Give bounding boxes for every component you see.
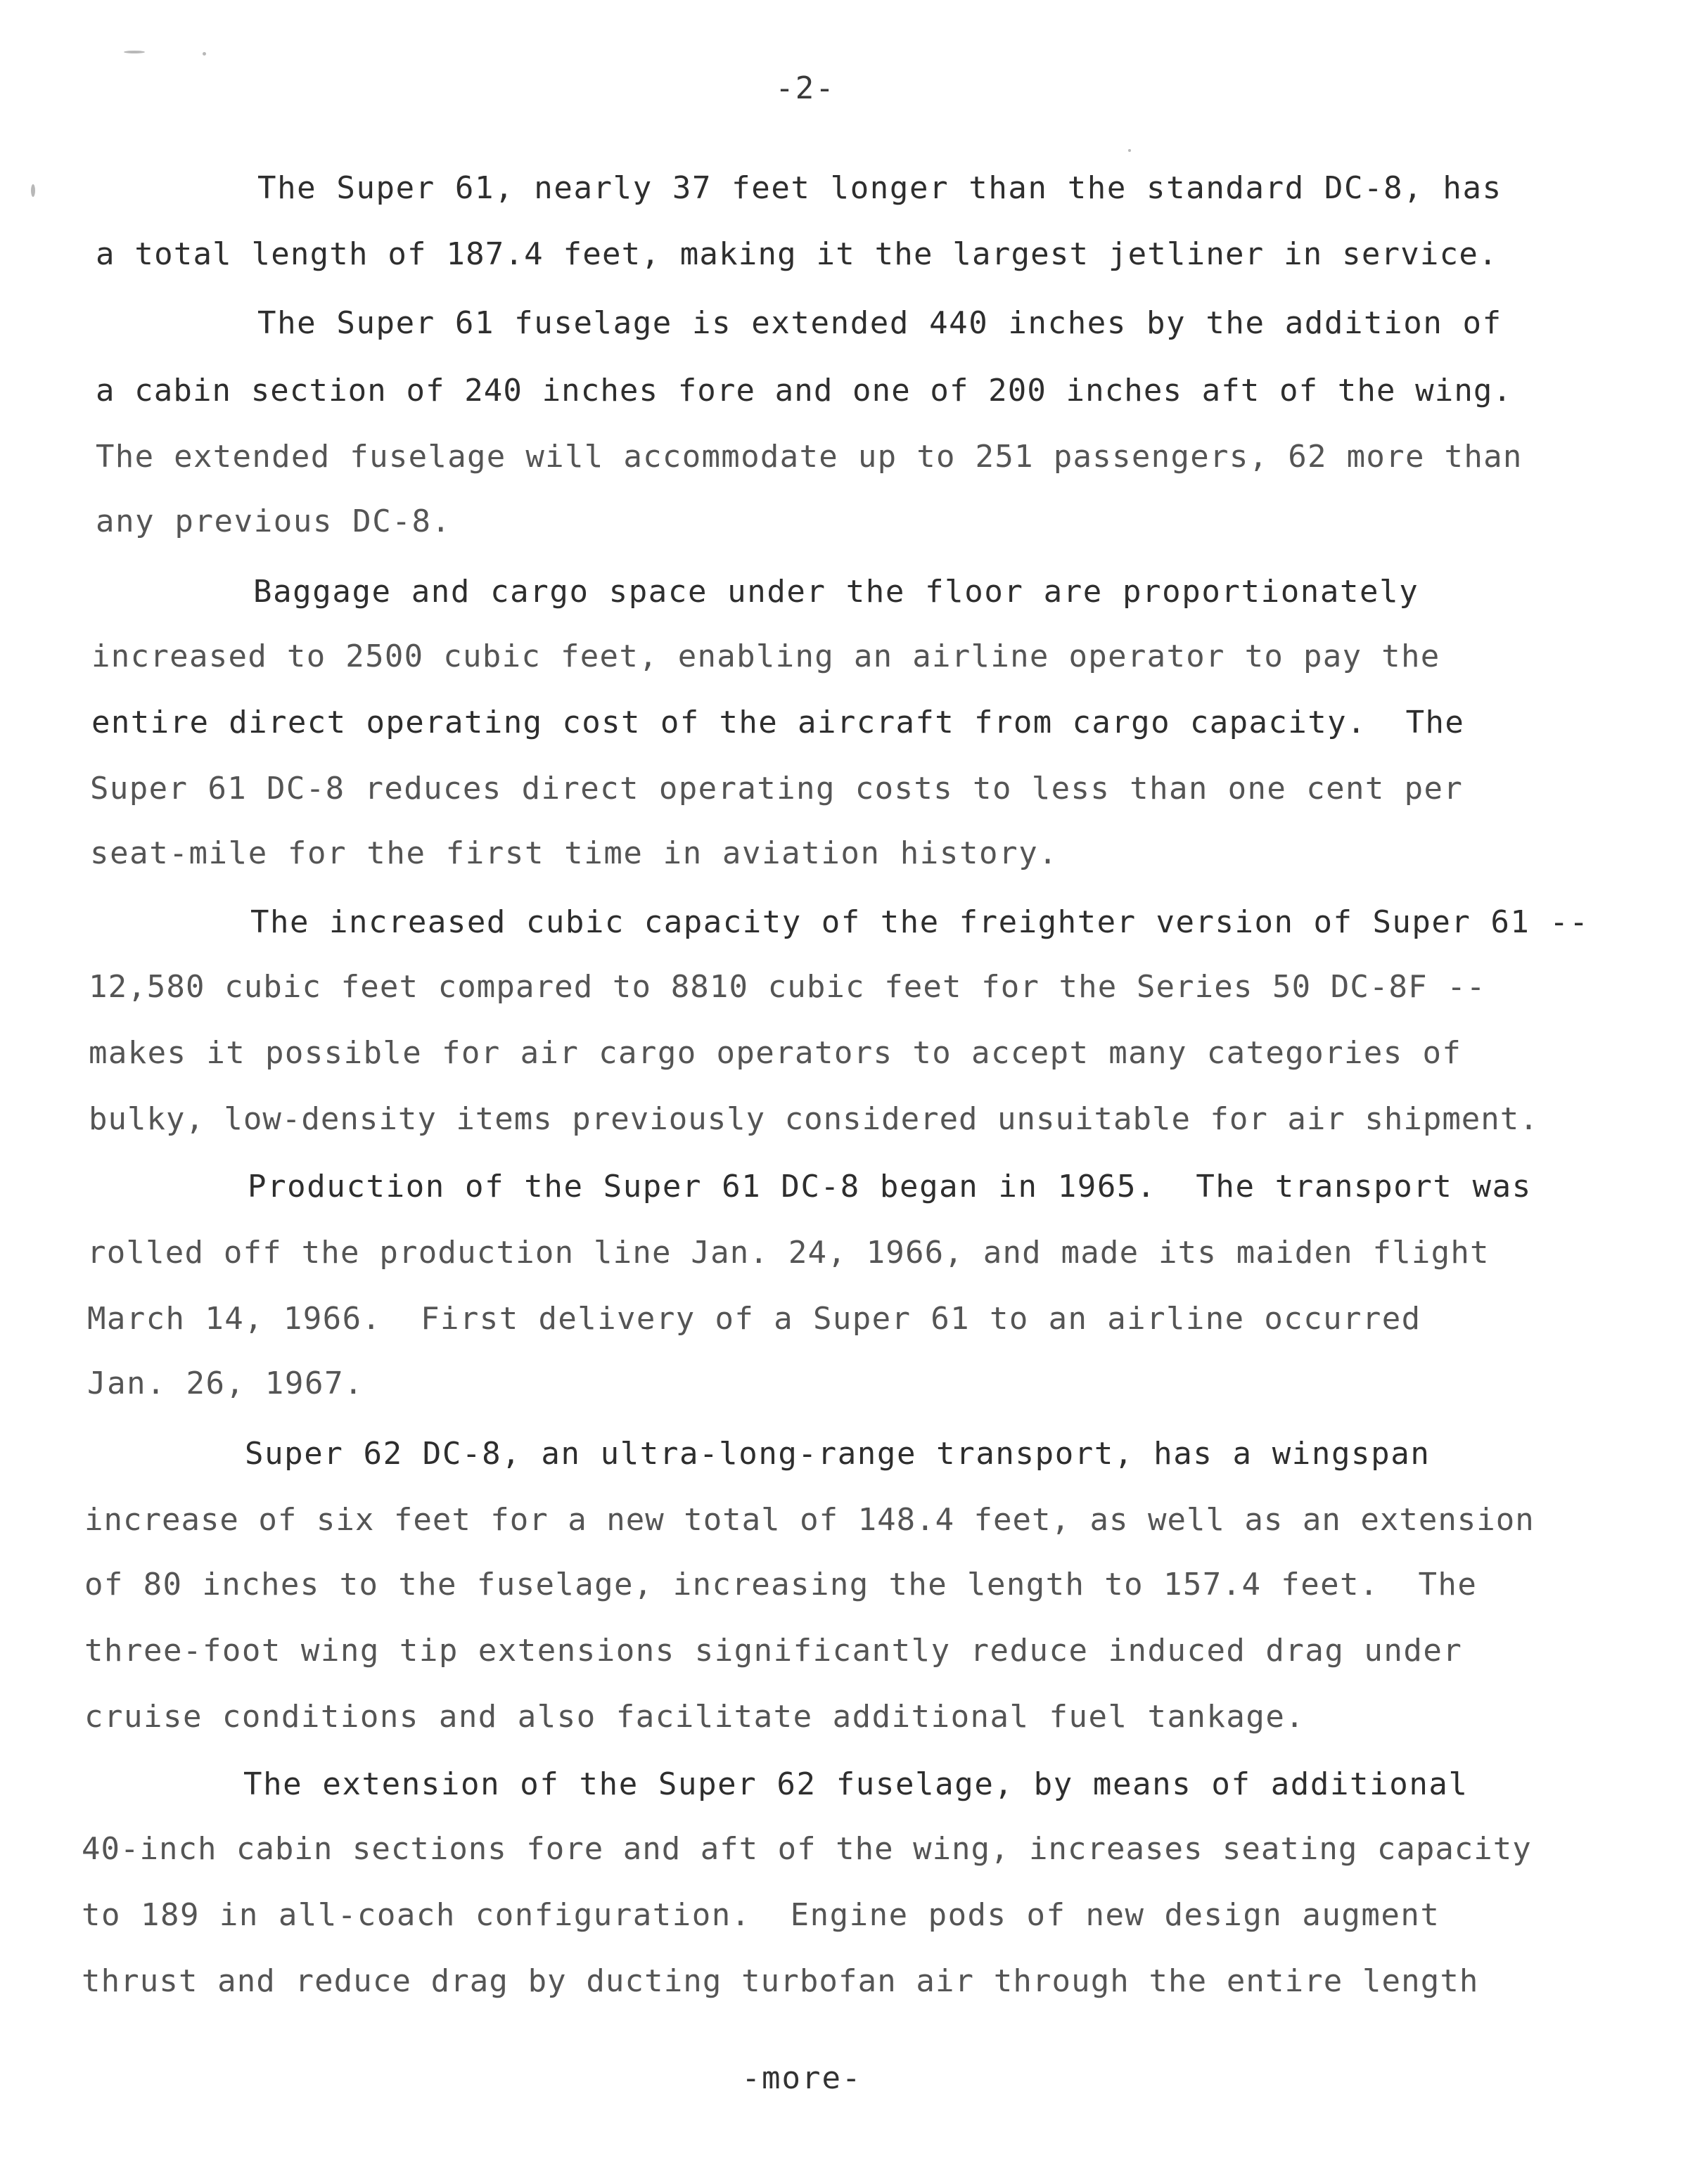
scan-speck bbox=[31, 184, 35, 197]
text-line: Super 62 DC-8, an ultra-long-range transport, has a wingspan bbox=[245, 1436, 1431, 1472]
text-line: rolled off the production line Jan. 24, 1966, and made its maiden flight bbox=[87, 1235, 1490, 1271]
text-line: increased to 2500 cubic feet, enabling an airline operator to pay the bbox=[91, 638, 1440, 674]
text-line: entire direct operating cost of the aircraft from cargo capacity. The bbox=[91, 705, 1465, 740]
text-line: The Super 61 fuselage is extended 440 inches by the addition of bbox=[257, 305, 1502, 341]
text-line: Super 61 DC-8 reduces direct operating costs to less than one cent per bbox=[90, 771, 1464, 807]
text-line: The extension of the Super 62 fuselage, by means of additional bbox=[243, 1766, 1469, 1802]
scan-speck bbox=[203, 52, 206, 56]
scan-speck bbox=[124, 51, 145, 53]
text-line: three-foot wing tip extensions significantly reduce induced drag under bbox=[84, 1633, 1463, 1669]
text-line: of 80 inches to the fuselage, increasing the length to 157.4 feet. The bbox=[84, 1567, 1478, 1602]
scan-speck bbox=[1128, 149, 1131, 152]
continuation-marker: -more- bbox=[741, 2060, 862, 2096]
text-line: The extended fuselage will accommodate up to 251 passengers, 62 more than bbox=[96, 439, 1523, 475]
text-line: increase of six feet for a new total of 148.4 feet, as well as an extension bbox=[84, 1502, 1535, 1538]
text-line: any previous DC-8. bbox=[96, 503, 452, 539]
text-line: bulky, low-density items previously considered unsuitable for air shipment. bbox=[89, 1101, 1539, 1137]
text-line: 40-inch cabin sections fore and aft of the wing, increases seating capacity bbox=[82, 1831, 1532, 1867]
text-line: seat-mile for the first time in aviation history. bbox=[90, 835, 1059, 871]
text-line: thrust and reduce drag by ducting turbofan air through the entire length bbox=[82, 1963, 1479, 1999]
text-line: Baggage and cargo space under the floor are proportionately bbox=[253, 574, 1419, 610]
text-line: The Super 61, nearly 37 feet longer than the standard DC-8, has bbox=[257, 170, 1502, 206]
page-number: -2- bbox=[775, 70, 836, 106]
text-line: March 14, 1966. First delivery of a Super 61 to an airline occurred bbox=[87, 1301, 1421, 1337]
text-line: makes it possible for air cargo operators to accept many categories of bbox=[89, 1035, 1462, 1071]
text-line: a total length of 187.4 feet, making it the largest jetliner in service. bbox=[96, 236, 1498, 272]
text-line: Production of the Super 61 DC-8 began in 1965. The transport was bbox=[248, 1169, 1532, 1205]
text-line: The increased cubic capacity of the freighter version of Super 61 -- bbox=[250, 904, 1590, 940]
text-line: 12,580 cubic feet compared to 8810 cubic feet for the Series 50 DC-8F -- bbox=[89, 969, 1486, 1005]
text-line: to 189 in all-coach configuration. Engine pods of new design augment bbox=[82, 1897, 1440, 1933]
text-line: Jan. 26, 1967. bbox=[87, 1366, 364, 1401]
text-line: a cabin section of 240 inches fore and one of 200 inches aft of the wing. bbox=[96, 373, 1513, 409]
text-line: cruise conditions and also facilitate additional fuel tankage. bbox=[84, 1699, 1305, 1735]
